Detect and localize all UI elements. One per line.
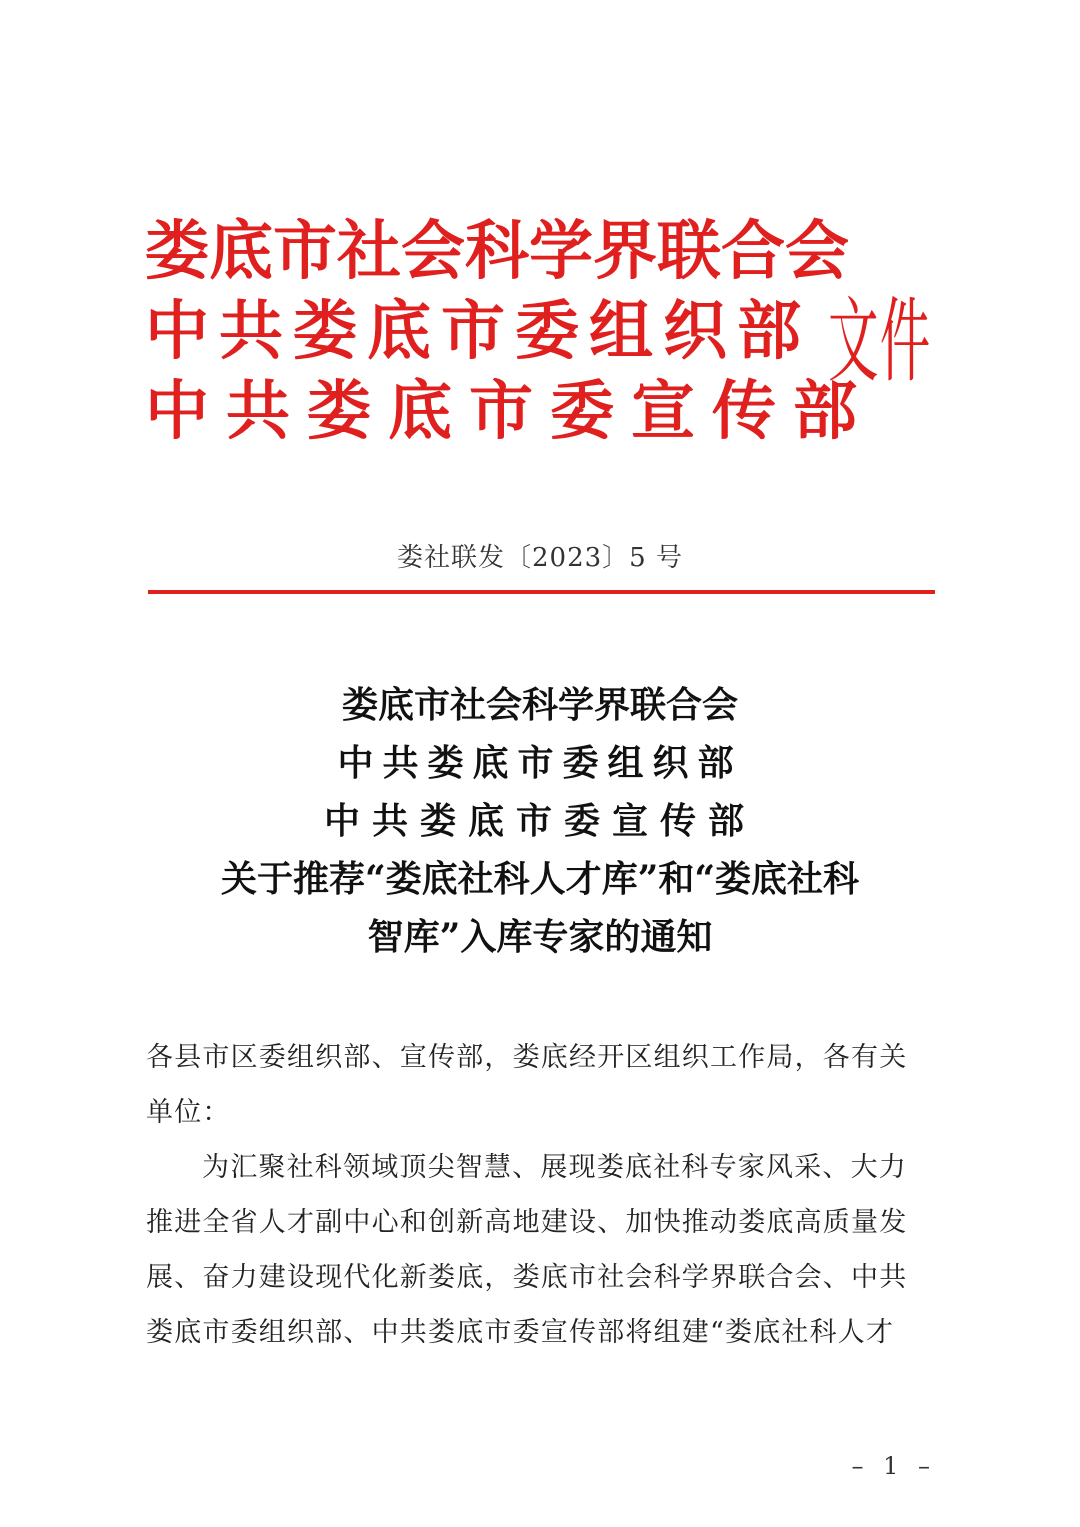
paragraph-line: 娄底市委组织部、中共娄底市委宣传部将组建“娄底社科人才 [146, 1317, 895, 1348]
issuing-authorities [145, 212, 874, 452]
paragraph-line: 为汇聚社科领域顶尖智慧、展现娄底社科专家风采、大力 [202, 1152, 907, 1183]
title-line: 关于推荐“娄底社科人才库”和“娄底社科 [220, 858, 860, 900]
salutation-line: 各县市区委组织部、宣传部，娄底经开区组织工作局，各有关 [146, 1042, 908, 1073]
issuer-social-science-federation: 娄底市社会科学界联合会 [145, 215, 849, 289]
paragraph-line: 推进全省人才副中心和创新高地建设、加快推动娄底高质量发 [146, 1207, 908, 1238]
red-divider [148, 590, 935, 594]
title-line: 智库”入库专家的通知 [367, 916, 713, 958]
paragraph-line: 展、奋力建设现代化新娄底，娄底市社会科学界联合会、中共 [146, 1262, 908, 1293]
notice-body [146, 1030, 936, 1360]
page-number: – 1 – [851, 1452, 936, 1480]
notice-title [0, 676, 1080, 966]
title-line: 中共娄底市委宣传部 [323, 800, 756, 842]
document-number: 娄社联发〔2023〕5 号 [397, 543, 683, 573]
title-line: 娄底市社会科学界联合会 [341, 684, 738, 726]
salutation-line: 单位： [146, 1097, 231, 1128]
document-suffix: 文件 [828, 288, 932, 395]
issuer-organization-department: 中共娄底市委组织部 [145, 295, 811, 369]
issuer-publicity-department: 中共娄底市委宣传部 [145, 375, 874, 449]
title-line: 中共娄底市委组织部 [337, 742, 743, 784]
